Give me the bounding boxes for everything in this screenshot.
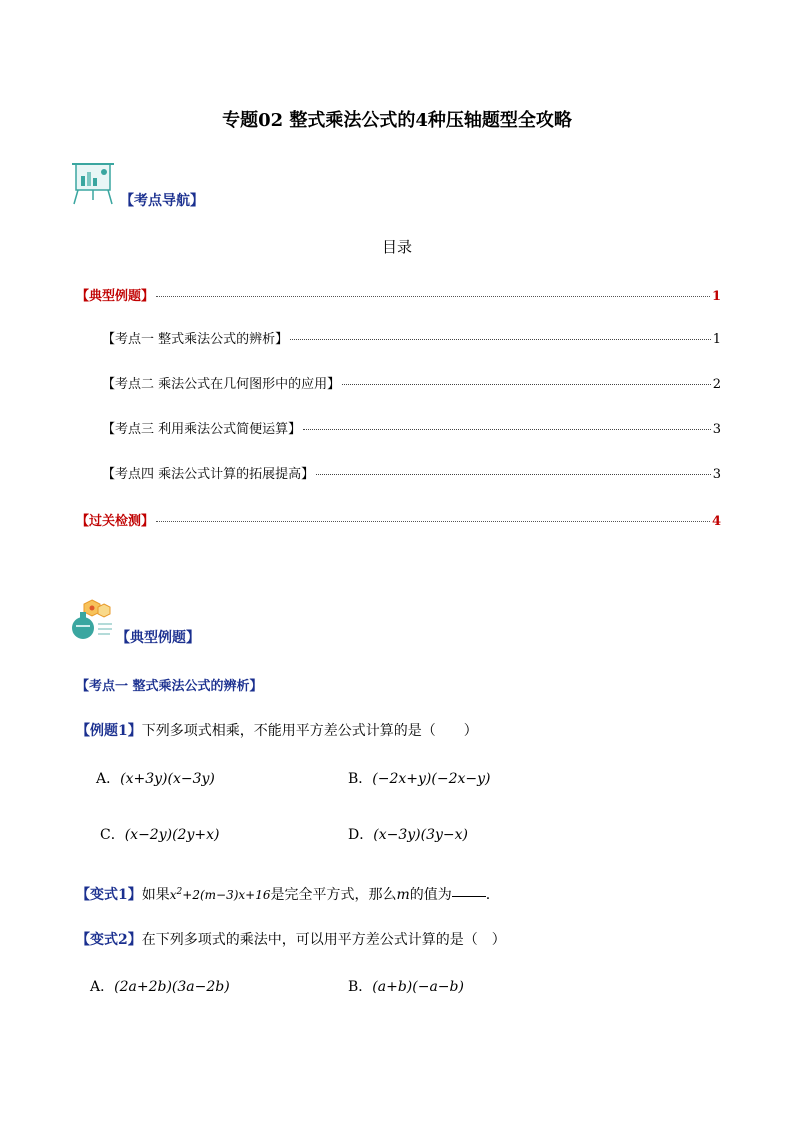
variant-2-question [76, 929, 506, 949]
example-1-question [76, 720, 478, 740]
example-1-option-b[interactable] [348, 768, 491, 788]
toc-page-number: 2 [712, 377, 721, 392]
toc-row-kaodian-2[interactable] [102, 373, 721, 392]
variant-2-option-a[interactable] [90, 976, 230, 996]
toc-label: 【考点四 乘法公式计算的拓展提高】 [102, 467, 315, 482]
toc-page-number: 3 [712, 422, 721, 437]
toc-page-number: 4 [711, 514, 721, 529]
expr-rest: +2(m−3)x+16 [182, 888, 271, 902]
variable-m: m [396, 887, 410, 903]
example-1-text: 下列多项式相乘，不能用平方差公式计算的是（ ） [141, 723, 478, 739]
variant-1-text-middle: 是完全平方式，那么 [270, 887, 397, 903]
toc-label: 【典型例题】 [76, 289, 155, 304]
variant-2-tag: 【变式2】 [76, 932, 142, 948]
example-1-tag: 【例题1】 [76, 723, 142, 739]
toc-leader-dots [316, 474, 711, 475]
option-letter: C． [100, 827, 125, 843]
option-letter: B． [348, 979, 373, 995]
toc-row-kaodian-3[interactable] [102, 418, 721, 437]
option-letter: D． [348, 827, 374, 843]
page-title: 专题02 整式乘法公式的4种压轴题型全攻略 [222, 110, 572, 131]
toc-row-examples[interactable] [76, 285, 721, 304]
expr-base: x [169, 888, 177, 902]
toc-row-checkpoint[interactable] [76, 510, 721, 529]
option-expression: (−2x+y)(−2x−y) [372, 771, 491, 787]
option-letter: A． [96, 771, 121, 787]
toc-leader-dots [290, 339, 711, 340]
option-letter: A． [90, 979, 115, 995]
nav-heading: 【考点导航】 [120, 193, 204, 209]
option-expression: (x+3y)(x−3y) [120, 771, 215, 787]
toc-label: 【考点一 整式乘法公式的辨析】 [102, 332, 289, 347]
expr-exponent: 2 [176, 887, 183, 897]
toc-heading: 目录 [381, 238, 412, 256]
toc-leader-dots [342, 384, 711, 385]
toc-leader-dots [156, 521, 710, 522]
example-1-option-c[interactable] [100, 824, 219, 844]
toc-page-number: 1 [711, 289, 721, 304]
option-expression: (x−2y)(2y+x) [124, 827, 220, 843]
examples-heading: 【典型例题】 [116, 630, 200, 646]
toc-row-kaodian-4[interactable] [102, 463, 721, 482]
presentation-board-icon [72, 160, 116, 206]
example-1-option-d[interactable] [348, 824, 468, 844]
toc-page-number: 1 [712, 332, 721, 347]
variant-1-text-after: 的值为 [409, 887, 452, 903]
toc-label: 【考点二 乘法公式在几何图形中的应用】 [102, 377, 341, 392]
toc-leader-dots [156, 296, 710, 297]
variant-1-expression [170, 888, 271, 902]
toc-leader-dots [303, 429, 711, 430]
option-letter: B． [348, 771, 373, 787]
variant-1-text-before: 如果 [141, 887, 170, 903]
option-expression: (x−3y)(3y−x) [373, 827, 468, 843]
toc-label: 【过关检测】 [76, 514, 155, 529]
toc-label: 【考点三 利用乘法公式简便运算】 [102, 422, 302, 437]
answer-blank[interactable] [452, 896, 486, 897]
variant-2-option-b[interactable] [348, 976, 464, 996]
variant-1-question [76, 884, 490, 904]
example-1-option-a[interactable] [96, 768, 215, 788]
toc-row-kaodian-1[interactable] [102, 328, 721, 347]
lab-flask-icon [70, 598, 114, 640]
toc-page-number: 3 [712, 467, 721, 482]
variant-2-text: 在下列多项式的乘法中，可以用平方差公式计算的是（ ） [141, 932, 506, 948]
option-expression: (2a+2b)(3a−2b) [114, 979, 230, 995]
option-expression: (a+b)(−a−b) [372, 979, 464, 995]
variant-1-tag: 【变式1】 [76, 887, 142, 903]
kaodian-1-heading: 【考点一 整式乘法公式的辨析】 [76, 679, 263, 694]
variant-1-text-end: . [485, 887, 491, 903]
